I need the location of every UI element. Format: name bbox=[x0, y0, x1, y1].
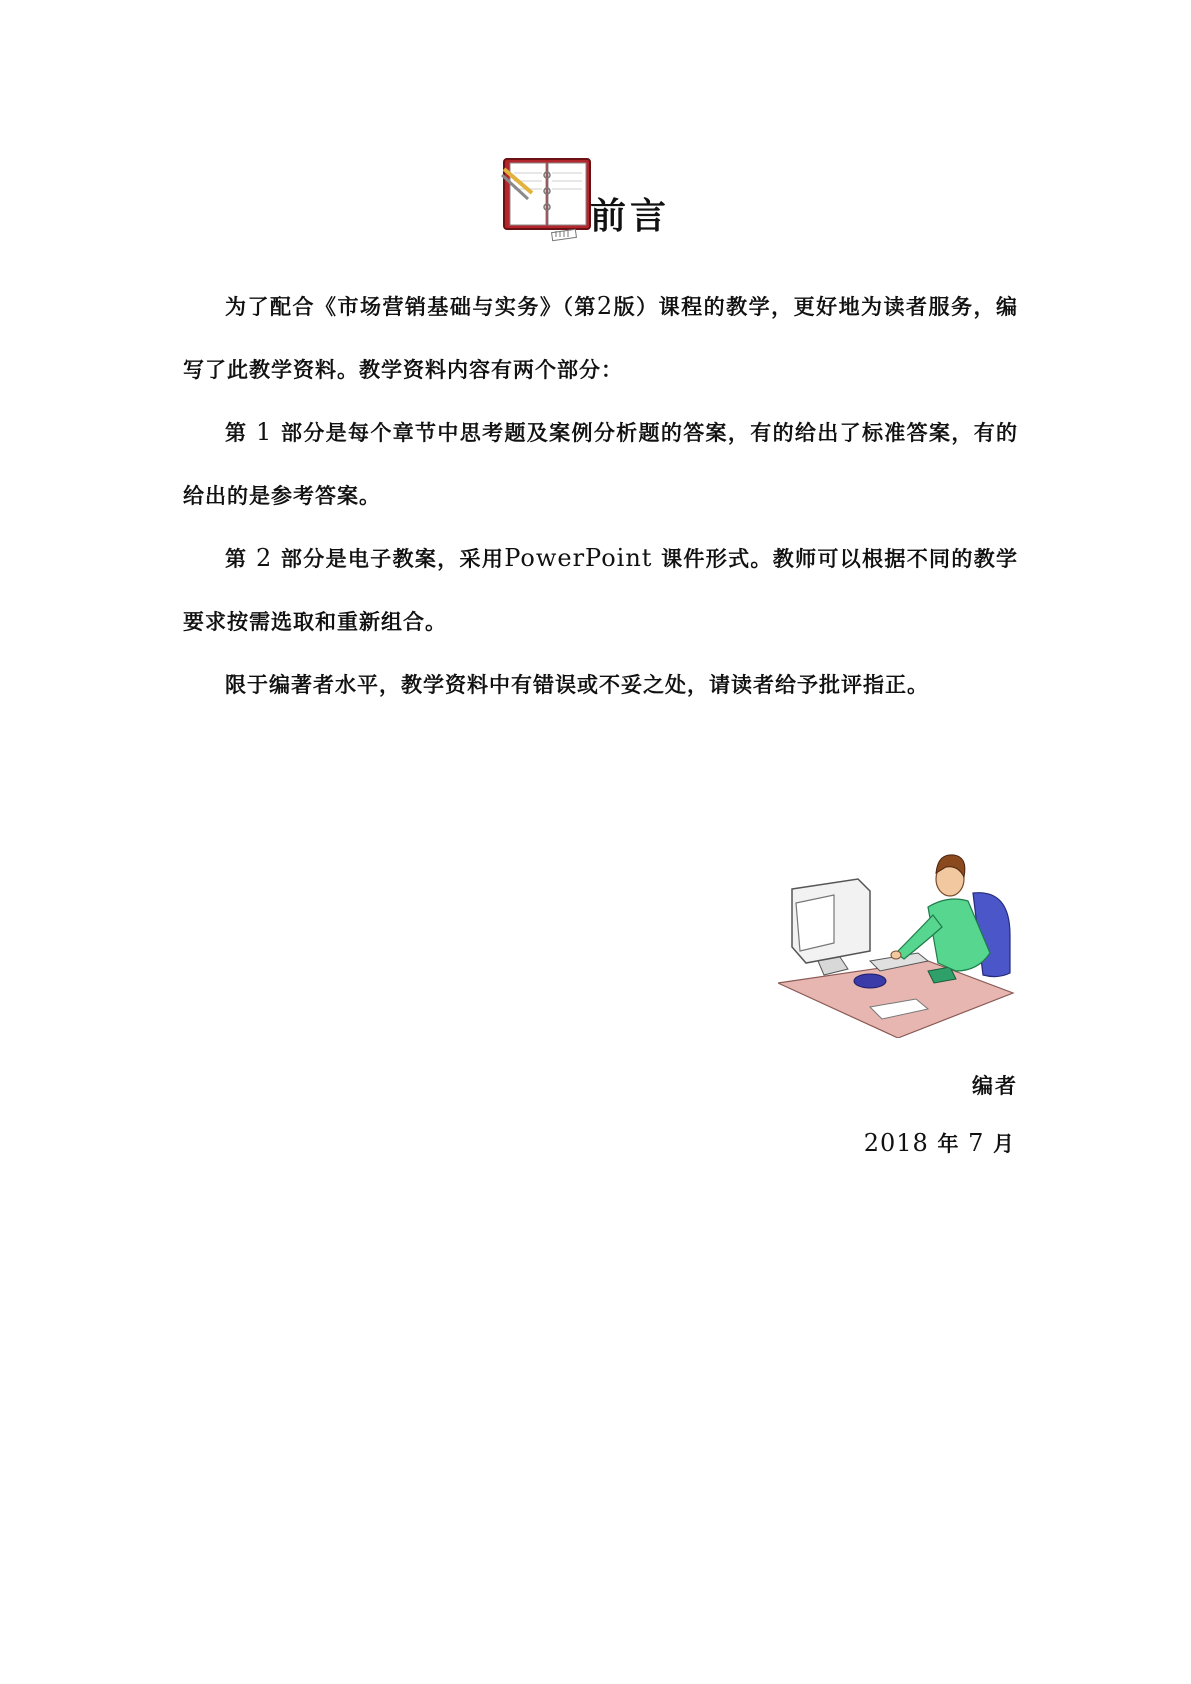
date-year-unit: 年 bbox=[937, 1131, 960, 1156]
date-month-unit: 月 bbox=[993, 1131, 1015, 1156]
signature: 编者 bbox=[972, 1073, 1018, 1098]
date-year: 2018 bbox=[863, 1129, 929, 1157]
paragraph-4: 限于编著者水平，教学资料中有错误或不妥之处，请读者给予批评指正。 bbox=[225, 672, 929, 697]
paragraph-1: 为了配合《市场营销基础与实务》（第2版）课程的教学，更好地为读者服务，编写了此教学资料。教学资料内容有两个部分： bbox=[183, 292, 1019, 382]
page-title: 前言 bbox=[590, 196, 671, 237]
paragraph-2: 第 1 部分是每个章节中思考题及案例分析题的答案，有的给出了标准答案，有的给出的是参考答案。 bbox=[183, 418, 1019, 508]
title-block bbox=[498, 155, 708, 245]
preface-body bbox=[183, 275, 1018, 716]
date bbox=[864, 1128, 1015, 1158]
office-worker-illustration bbox=[778, 843, 1018, 1038]
notebook-icon bbox=[498, 155, 598, 245]
paragraph-3: 第 2 部分是电子教案，采用PowerPoint 课件形式。教师可以根据不同的教学要求按需选取和重新组合。 bbox=[183, 544, 1019, 634]
date-month: 7 bbox=[968, 1129, 985, 1157]
